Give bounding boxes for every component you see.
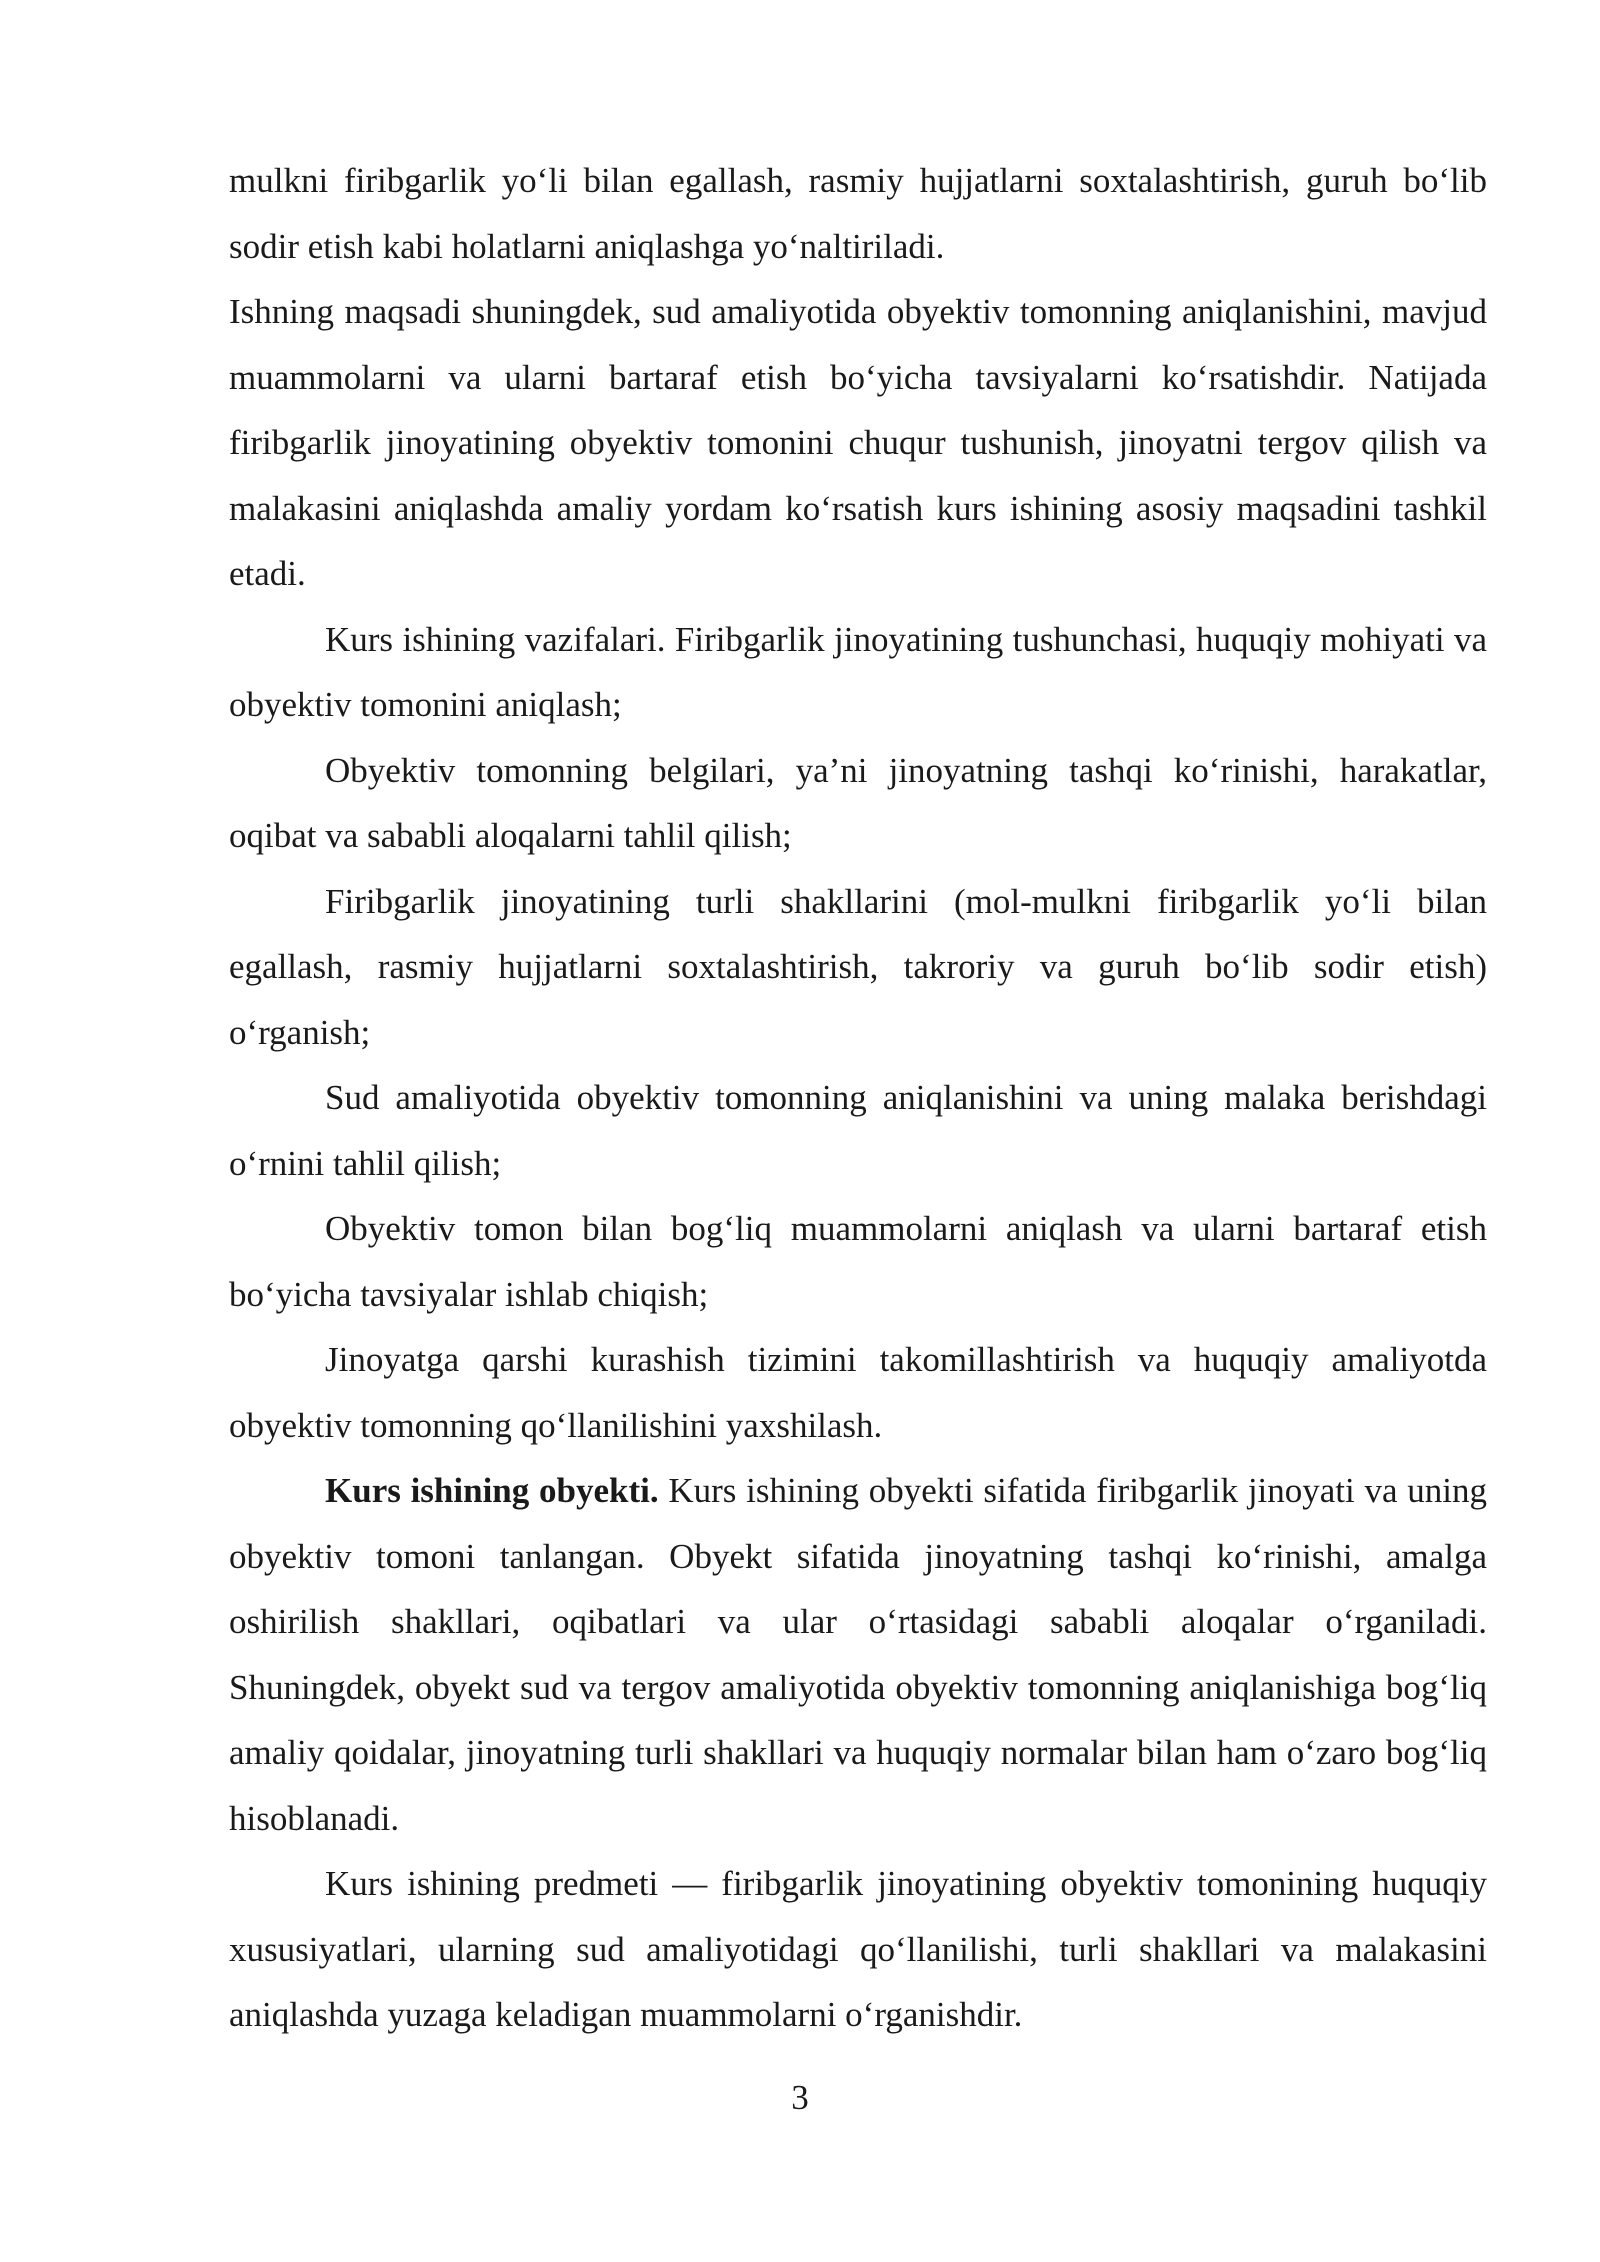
paragraph-goal: Ishning maqsadi shuningdek, sud amaliyotida obyektiv tomonning aniqlanishini, mavjud muammolarni va ularni bartaraf etish bo‘yicha tavsiyalarni ko‘rsatishdir. Natijada firibgarlik jinoyatining obyektiv tomonini chuqur tushunish, jinoyatni tergov qilish va malakasini aniqlashda amaliy yordam ko‘rsatish kurs ishining asosiy maqsadini tashkil etadi. (229, 292, 1487, 593)
paragraph-continuation: mulkni firibgarlik yo‘li bilan egallash, rasmiy hujjatlarni soxtalashtirish, guruh bo‘lib sodir etish kabi holatlarni aniqlashga yo‘naltiriladi. (229, 161, 1487, 266)
paragraph-task-court-practice: Sud amaliyotida obyektiv tomonning aniqlanishini va uning malaka berishdagi o‘rnini tahlil qilish; (229, 1078, 1487, 1183)
paragraph-object (229, 1458, 1487, 1851)
paragraph-task-features: Obyektiv tomonning belgilari, ya’ni jinoyatning tashqi ko‘rinishi, harakatlar, oqibat va sababli aloqalarni tahlil qilish; (229, 750, 1487, 855)
paragraph-task-forms: Firibgarlik jinoyatining turli shakllarini (mol-mulkni firibgarlik yo‘li bilan egallash, rasmiy hujjatlarni soxtalashtirish, takroriy va guruh bo‘lib sodir etish) o‘rganish; (229, 881, 1487, 1052)
paragraph-tasks-intro: Kurs ishining vazifalari. Firibgarlik jinoyatining tushunchasi, huquqiy mohiyati va obyektiv tomonini aniqlash; (229, 619, 1487, 724)
object-heading: Kurs ishining obyekti. (325, 1471, 659, 1510)
page-number: 3 (791, 2078, 809, 2117)
object-text: Kurs ishining obyekti sifatida firibgarlik jinoyati va uning obyektiv tomoni tanlangan. Obyekt sifatida jinoyatning tashqi ko‘rinishi, amalga oshirilish shakllari, oqibatlari va ular o‘rtasidagi sababli aloqalar o‘rganiladi. Shuningdek, obyekt sud va tergov amaliyotida obyektiv tomonning aniqlanishiga bog‘liq amaliy qoidalar, jinoyatning turli shakllari va huquqiy normalar bilan ham o‘zaro bog‘liq hisoblanadi. (229, 1471, 1487, 1838)
paragraph-task-problems: Obyektiv tomon bilan bog‘liq muammolarni aniqlash va ularni bartaraf etish bo‘yicha tavsiyalar ishlab chiqish; (229, 1209, 1487, 1314)
paragraph-subject: Kurs ishining predmeti — firibgarlik jinoyatining obyektiv tomonining huquqiy xususiyatlari, ularning sud amaliyotidagi qo‘llanilishi, turli shakllari va malakasini aniqlashda yuzaga keladigan muammolarni o‘rganishdir. (229, 1864, 1487, 2034)
body-text (229, 148, 1487, 2048)
paragraph-task-improvement: Jinoyatga qarshi kurashish tizimini takomillashtirish va huquqiy amaliyotda obyektiv tomonning qo‘llanilishini yaxshilash. (229, 1340, 1487, 1445)
